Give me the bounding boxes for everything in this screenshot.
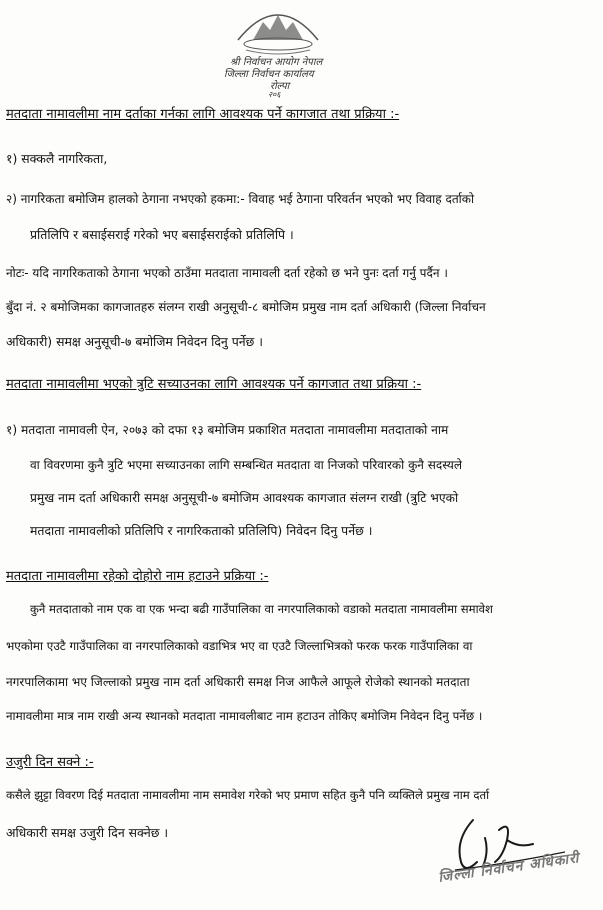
- correction-line2: वा विवरणमा कुनै त्रुटि भएमा सच्याउनका लागि सम्बन्धित मतदाता वा निजको परिवारको कुनै सदस्यले: [30, 458, 463, 472]
- registration-note-line3: अधिकारी) समक्ष अनुसूची-७ बमोजिम निवेदन दिनु पर्नेछ ।: [6, 334, 263, 349]
- registration-note-line1: नोटः- यदि नागरिकताको ठेगाना भएको ठाउँमा मतदाता नामावली दर्ता रहेको छ भने पुनः दर्ता गर्नु पर्दैन ।: [6, 266, 448, 280]
- correction-line1: १) मतदाता नामावली ऐन, २०७३ को दफा १३ बमोजिम प्रकाशित मतदाता नामावलीमा मतदाताको नाम: [6, 423, 449, 437]
- registration-item-1: १) सक्कलै नागरिकता,: [6, 151, 108, 166]
- seal-text-line3: रोल्पा: [270, 81, 290, 92]
- complaint-line1: कसैले झुट्टा विवरण दिई मतदाता नामावलीमा नाम समावेश गरेको भए प्रमाण सहित कुनै पनि व्यक्तिले प्रमुख नाम दर्ता: [6, 788, 490, 802]
- registration-note-line2: बुँदा नं. २ बमोजिमका कागजातहरु संलग्न राखी अनुसूची-८ बमोजिम प्रमुख नाम दर्ता अधिकारी (जिल्ला निर्वाचन: [6, 300, 486, 314]
- nepal-emblem-icon: [218, 0, 338, 60]
- section-heading-registration: मतदाता नामावलीमा नाम दर्ताका गर्नका लागि आवश्यक पर्ने कागजात तथा प्रक्रिया :-: [6, 107, 400, 122]
- seal-text-line2: जिल्ला निर्वाचन कार्यालय: [224, 69, 314, 80]
- section-heading-complaint: उजुरी दिन सक्ने :-: [6, 755, 94, 770]
- section-heading-correction: मतदाता नामावलीमा भएको त्रुटि सच्याउनका लागि आवश्यक पर्ने कागजात तथा प्रक्रिया :-: [6, 377, 422, 392]
- correction-line4: मतदाता नामावलीको प्रतिलिपि र नागरिकताको प्रतिलिपि) निवेदन दिनु पर्नेछ ।: [30, 523, 373, 538]
- seal-text-line4: २०६: [268, 90, 281, 99]
- complaint-line2: अधिकारी समक्ष उजुरी दिन सक्नेछ ।: [6, 825, 169, 840]
- signature-stamp-text: जिल्ला निर्वाचन अधिकारी: [437, 850, 581, 886]
- registration-item-2-line1: २) नागरिकता बमोजिम हालको ठेगाना नभएको हकमा:- विवाह भई ठेगाना परिवर्तन भएको भए विवाह दर्ताको: [6, 192, 475, 206]
- duplicate-line2: भएकोमा एउटै गाउँपालिका वा नगरपालिकाको वडाभित्र भए वा एउटै जिल्लाभित्रको फरक फरक गाउँपालिका वा: [6, 639, 473, 653]
- duplicate-line1: कुनै मतदाताको नाम एक वा एक भन्दा बढी गाउँपालिका वा नगरपालिकाको वडाको मतदाता नामावलीमा समावेश: [30, 602, 493, 616]
- correction-line3: प्रमुख नाम दर्ता अधिकारी समक्ष अनुसूची-७ बमोजिम आवश्यक कागजात संलग्न राखी (त्रुटि भएको: [30, 491, 459, 505]
- duplicate-line4: नामावलीमा मात्र नाम राखी अन्य स्थानको मतदाता नामावलीबाट नाम हटाउन तोकिए बमोजिम निवेदन दिनु पर्नेछ ।: [6, 709, 483, 723]
- registration-item-2-line2: प्रतिलिपि र बसाईसराई गरेको भए बसाईसराईको प्रतिलिपि ।: [30, 227, 294, 242]
- seal-text-line1: श्री निर्वाचन आयोग नेपाल: [230, 57, 323, 68]
- duplicate-line3: नगरपालिकामा भए जिल्लाको प्रमुख नाम दर्ता अधिकारी समक्ष निज आफैले आफूले रोजेको स्थानको मतदाता: [6, 675, 470, 689]
- section-heading-duplicate: मतदाता नामावलीमा रहेको दोहोरो नाम हटाउने प्रक्रिया :-: [6, 569, 269, 584]
- office-seal: [218, 0, 338, 100]
